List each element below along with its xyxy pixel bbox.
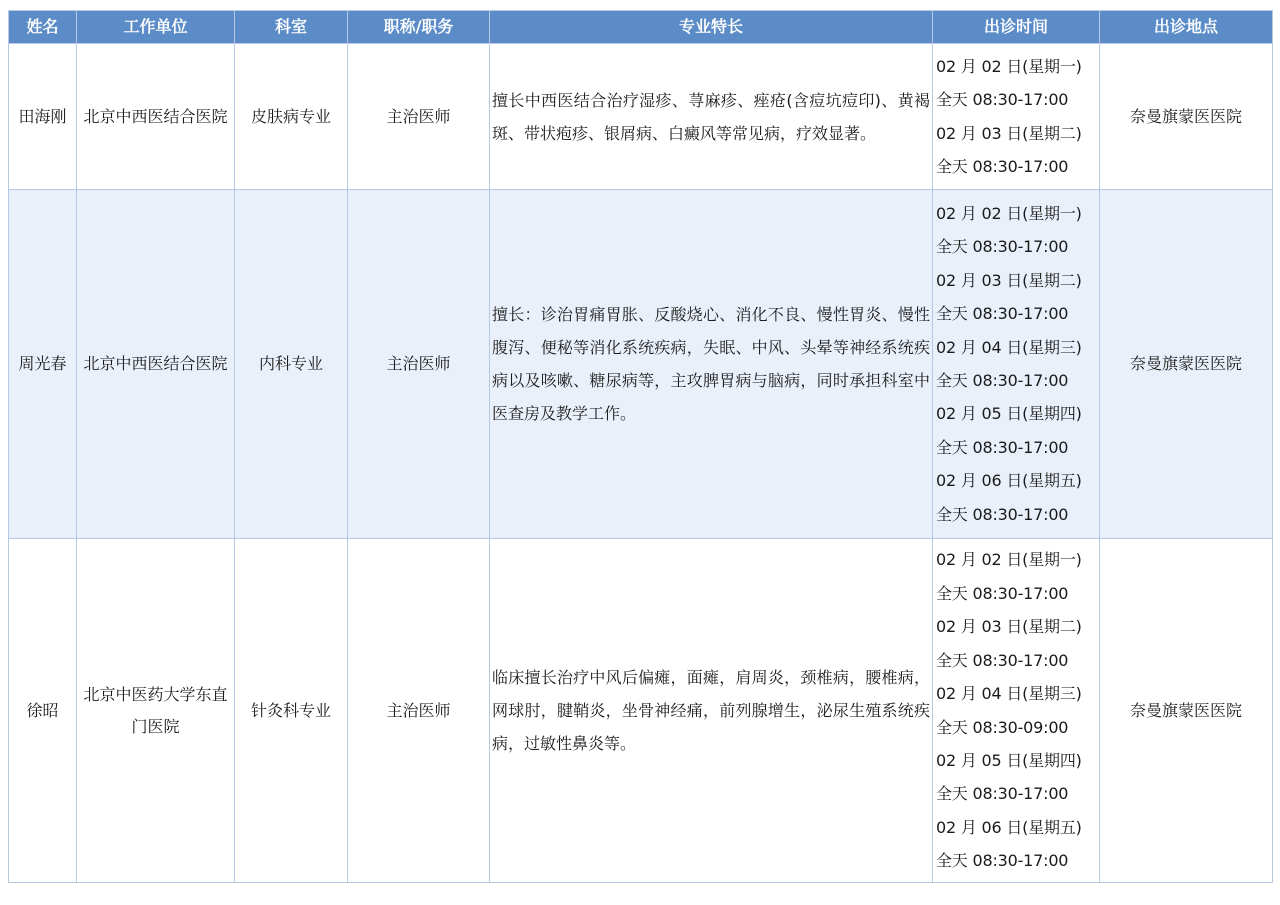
department: 内科专业	[235, 190, 348, 539]
schedule-date: 02 月 06 日(星期五)	[936, 471, 1082, 491]
specialty: 擅长：诊治胃痛胃胀、反酸烧心、消化不良、慢性胃炎、慢性腹泻、便秘等消化系统疾病，失眠、中风、头晕等神经系统疾病以及咳嗽、糖尿病等，主攻脾胃病与脑病，同时承担科室中医查房及教学工作。	[490, 190, 933, 539]
doctor-name: 田海刚	[9, 44, 77, 190]
table-row	[9, 190, 1273, 539]
schedule-date: 02 月 03 日(星期二)	[936, 123, 1082, 143]
schedule-date: 02 月 03 日(星期二)	[936, 617, 1082, 637]
schedule-date: 02 月 03 日(星期二)	[936, 270, 1082, 290]
work-unit: 北京中西医结合医院	[77, 190, 235, 539]
header-title: 职称/职务	[348, 11, 490, 44]
header-specialty: 专业特长	[490, 11, 933, 44]
header-time: 出诊时间	[933, 11, 1100, 44]
schedule-date: 02 月 06 日(星期五)	[936, 817, 1082, 837]
table-header-row	[9, 11, 1273, 44]
doctor-schedule-table	[8, 10, 1273, 883]
specialty: 临床擅长治疗中风后偏瘫，面瘫，肩周炎，颈椎病，腰椎病，网球肘，腱鞘炎，坐骨神经痛，前列腺增生，泌尿生殖系统疾病，过敏性鼻炎等。	[490, 539, 933, 883]
schedule-hours: 全天 08:30-17:00	[936, 90, 1069, 110]
clinic-schedule	[933, 44, 1100, 190]
work-unit: 北京中医药大学东直门医院	[77, 539, 235, 883]
specialty: 擅长中西医结合治疗湿疹、荨麻疹、痤疮(含痘坑痘印)、黄褐斑、带状疱疹、银屑病、白癜风等常见病，疗效显著。	[490, 44, 933, 190]
clinic-place: 奈曼旗蒙医医院	[1100, 539, 1273, 883]
clinic-place: 奈曼旗蒙医医院	[1100, 190, 1273, 539]
schedule-hours: 全天 08:30-17:00	[936, 304, 1069, 324]
doctor-name: 徐昭	[9, 539, 77, 883]
schedule-hours: 全天 08:30-09:00	[936, 717, 1069, 737]
schedule-date: 02 月 04 日(星期三)	[936, 337, 1082, 357]
schedule-date: 02 月 02 日(星期一)	[936, 550, 1082, 570]
schedule-hours: 全天 08:30-17:00	[936, 851, 1069, 871]
schedule-hours: 全天 08:30-17:00	[936, 371, 1069, 390]
schedule-date: 02 月 02 日(星期一)	[936, 56, 1082, 76]
clinic-schedule	[933, 190, 1100, 539]
department: 针灸科专业	[235, 539, 348, 883]
job-title: 主治医师	[348, 44, 490, 190]
header-place: 出诊地点	[1100, 11, 1273, 44]
doctor-name: 周光春	[9, 190, 77, 539]
header-name: 姓名	[9, 11, 77, 44]
schedule-hours: 全天 08:30-17:00	[936, 650, 1069, 670]
schedule-hours: 全天 08:30-17:00	[936, 237, 1069, 257]
header-unit: 工作单位	[77, 11, 235, 44]
schedule-date: 02 月 04 日(星期三)	[936, 684, 1082, 704]
schedule-date: 02 月 05 日(星期四)	[936, 750, 1082, 770]
schedule-hours: 全天 08:30-17:00	[936, 784, 1069, 804]
schedule-hours: 全天 08:30-17:00	[936, 437, 1069, 457]
schedule-hours: 全天 08:30-17:00	[936, 504, 1069, 524]
schedule-date: 02 月 05 日(星期四)	[936, 404, 1082, 424]
header-dept: 科室	[235, 11, 348, 44]
department: 皮肤病专业	[235, 44, 348, 190]
schedule-date: 02 月 02 日(星期一)	[936, 203, 1082, 223]
job-title: 主治医师	[348, 190, 490, 539]
work-unit: 北京中西医结合医院	[77, 44, 235, 190]
clinic-place: 奈曼旗蒙医医院	[1100, 44, 1273, 190]
schedule-hours: 全天 08:30-17:00	[936, 156, 1069, 176]
clinic-schedule	[933, 539, 1100, 883]
schedule-sheet	[8, 10, 1272, 883]
table-row	[9, 44, 1273, 190]
schedule-hours: 全天 08:30-17:00	[936, 583, 1069, 603]
job-title: 主治医师	[348, 539, 490, 883]
table-row	[9, 539, 1273, 883]
